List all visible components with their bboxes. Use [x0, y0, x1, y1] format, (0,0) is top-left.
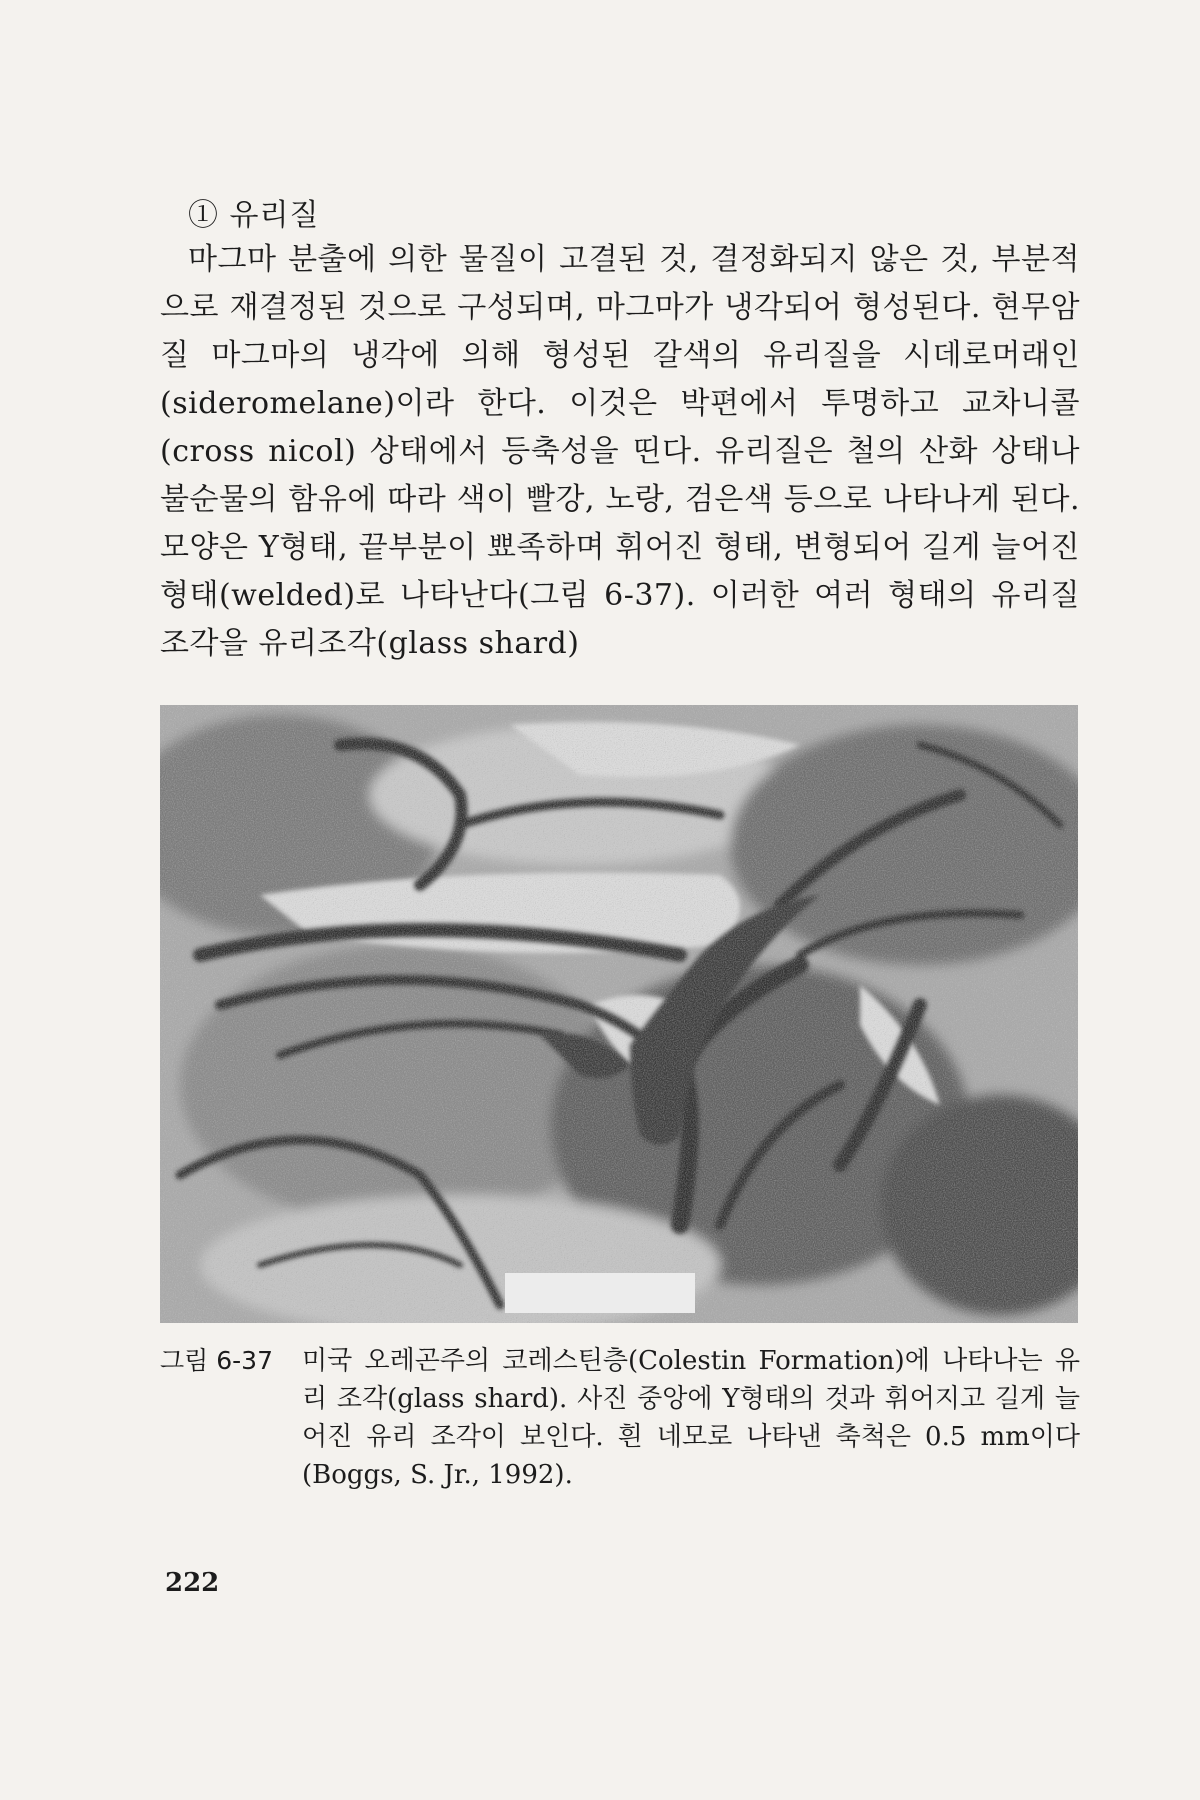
page-number: 222 — [165, 1568, 220, 1598]
section-heading: ① 유리질 — [188, 198, 320, 233]
photomicrograph-image — [160, 705, 1078, 1323]
scale-bar — [505, 1273, 695, 1313]
figure-label: 그림 6-37 — [160, 1346, 273, 1375]
glass-shard-photomicrograph — [160, 705, 1078, 1323]
figure-caption-text: 미국 오레곤주의 코레스틴층(Colestin Formation)에 나타나는 유리 조각(glass shard). 사진 중앙에 Y형태의 것과 휘어지고 길게 늘어진 유리 조각이 보인다. 흰 네모로 나타낸 축척은 0.5 mm이다(Boggs, S. Jr., 1992). — [302, 1346, 1080, 1490]
figure-caption — [160, 1342, 1080, 1494]
body-paragraph: 마그마 분출에 의한 물질이 고결된 것, 결정화되지 않은 것, 부분적으로 재결정된 것으로 구성되며, 마그마가 냉각되어 형성된다. 현무암질 마그마의 냉각에 의해 형성된 갈색의 유리질을 시데로머래인(sideromelane)이라 한다. 이것은 박편에서 투명하고 교차니콜(cross nicol) 상태에서 등축성을 띤다. 유리질은 철의 산화 상태나 불순물의 함유에 따라 색이 빨강, 노랑, 검은색 등으로 나타나게 된다. 모양은 Y형태, 끝부분이 뾰족하며 휘어진 형태, 변형되어 길게 늘어진 형태(welded)로 나타난다(그림 6-37). 이러한 여러 형태의 유리질 조각을 유리조각(glass shard) — [160, 242, 1080, 661]
